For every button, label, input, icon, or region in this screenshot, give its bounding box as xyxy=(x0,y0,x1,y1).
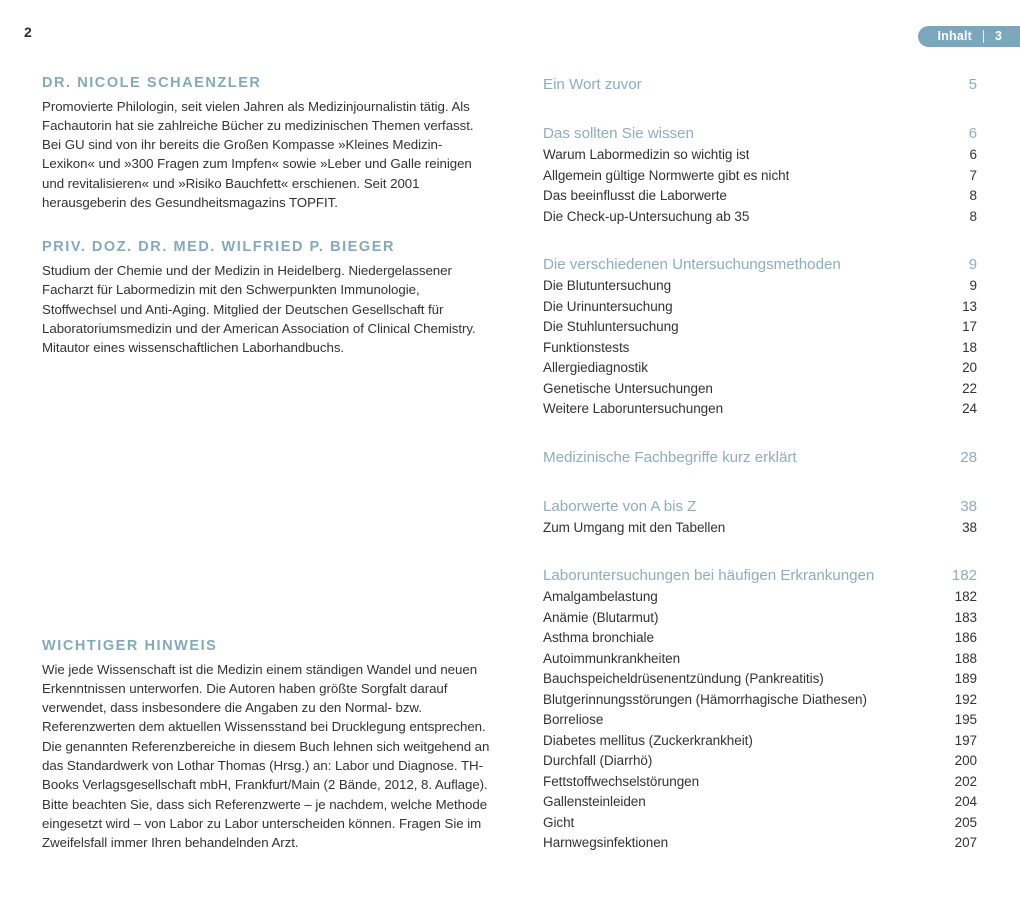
toc-entry-page-number: 20 xyxy=(962,360,977,375)
toc-section-laboruntersuchungen-bei-haufigen-erkrankungen[interactable] xyxy=(543,565,977,587)
notice-heading: WICHTIGER HINWEIS xyxy=(42,638,218,654)
toc-entry-bauchspeicheldrusenentzundung-pankreatitis[interactable] xyxy=(543,669,977,690)
toc-entry-genetische-untersuchungen[interactable] xyxy=(543,379,977,400)
notice-paragraph: Wie jede Wissenschaft ist die Medizin einem ständigen Wandel und neuen Erkenntnissen unterworfen. Die Autoren haben größte Sorgfalt darauf verwendet, dass insbesondere die Angaben zu den Normal- bzw. Referenzwerten dem aktuellen Wissensstand bei Drucklegung entsprechen. Die genannten Referenzbereiche in diesem Buch lehnen sich weitgehend an das Standardwerk von Lothar Thomas (Hrsg.) an: Labor und Diagnose. TH-Books Verlagsgesellschaft mbH, Frankfurt/Main (2 Bände, 2012, 8. Auflage). xyxy=(42,661,490,793)
toc-entry-page-number: 189 xyxy=(954,671,977,686)
page-header xyxy=(0,0,1020,52)
toc-entry-page-number: 205 xyxy=(954,814,977,830)
notice-paragraph: Bitte beachten Sie, dass sich Referenzwerte – je nachdem, welche Methode eingesetzt wird – von Labor zu Labor unterscheiden können. Fragen Sie im Zweifelsfall immer Ihren behandelnden Arzt. xyxy=(42,796,488,851)
toc-entry-diabetes-mellitus-zuckerkrankheit[interactable] xyxy=(543,731,977,752)
toc-entry-die-urinuntersuchung[interactable] xyxy=(543,297,977,318)
toc-section-medizinische-fachbegriffe-kurz-erklart[interactable] xyxy=(543,447,977,469)
folio-right: 3 xyxy=(995,29,1002,44)
running-head-badge xyxy=(918,26,1020,47)
toc-entry-zum-umgang-mit-den-tabellen[interactable] xyxy=(543,518,977,539)
table-of-contents xyxy=(543,74,977,854)
toc-entry-page-number: 195 xyxy=(954,712,977,727)
toc-dot-leader xyxy=(705,786,940,787)
toc-section-die-verschiedenen-untersuchungsmethoden[interactable] xyxy=(543,254,977,276)
toc-entry-page-number: 192 xyxy=(954,691,977,707)
toc-entry-page-number: 9 xyxy=(969,278,977,293)
toc-entry-das-beeinflusst-die-laborwerte[interactable] xyxy=(543,186,977,207)
toc-dot-leader xyxy=(580,827,940,828)
toc-entry-page-number: 13 xyxy=(962,298,977,314)
toc-entry-die-check-up-untersuchung-ab-35[interactable] xyxy=(543,207,977,228)
toc-dot-leader xyxy=(803,463,940,464)
toc-entry-label: Warum Labormedizin so wichtig ist xyxy=(543,147,750,162)
toc-entry-label: Anämie (Blutarmut) xyxy=(543,609,659,625)
author-bio-text: Studium der Chemie und der Medizin in Heidelberg. Niedergelassener Facharzt für Labormedizin mit den Schwerpunkten Immunologie, Stoffwechsel und Anti-Aging. Mitglied der Deutschen Gesellschaft für Laboratoriumsmedizin und der American Association of Clinical Chemistry. Mitautor eines wissenschaftlichen Laborhandbuchs. xyxy=(42,262,476,356)
toc-group-spacer xyxy=(543,420,977,447)
toc-group-ein-wort-zuvor xyxy=(543,74,977,96)
toc-entry-allergiediagnostik[interactable] xyxy=(543,358,977,379)
toc-entry-page-number: 17 xyxy=(962,319,977,334)
toc-entry-label: Die Check-up-Untersuchung ab 35 xyxy=(543,208,750,224)
toc-section-ein-wort-zuvor[interactable] xyxy=(543,74,977,96)
toc-dot-leader xyxy=(755,160,940,161)
toc-entry-label: Gicht xyxy=(543,814,575,830)
toc-entry-gicht[interactable] xyxy=(543,813,977,834)
toc-entry-allgemein-gultige-normwerte-gibt-es-nicht[interactable] xyxy=(543,166,977,187)
toc-dot-leader xyxy=(660,643,940,644)
toc-dot-leader xyxy=(658,766,940,767)
toc-entry-weitere-laboruntersuchungen[interactable] xyxy=(543,399,977,420)
toc-section-label: Das sollten Sie wissen xyxy=(543,125,694,142)
toc-entry-page-number: 182 xyxy=(954,589,977,604)
toc-entry-anamie-blutarmut[interactable] xyxy=(543,608,977,629)
toc-dot-leader xyxy=(733,201,940,202)
toc-dot-leader xyxy=(880,581,940,582)
toc-group-spacer xyxy=(543,538,977,565)
author-bio-text: Promovierte Philologin, seit vielen Jahren als Medizinjournalistin tätig. Als Fachautorin hat sie zahlreiche Bücher zu medizinischen Themen verfasst. Bei GU sind von ihr bereits die Großen Kompasse »Kleines Medizin-Lexikon« und »300 Fragen zum Impfen« sowie »Leber und Galle reinigen und revitalisieren« und »Risiko Bauchfett« erschienen. Seit 2001 herausgeberin des Gesundheitsmagazins TOPFIT. xyxy=(42,98,474,211)
toc-dot-leader xyxy=(830,684,940,685)
toc-dot-leader xyxy=(686,663,940,664)
toc-entry-page-number: 8 xyxy=(969,208,977,224)
toc-entry-label: Autoimmunkrankheiten xyxy=(543,650,681,666)
toc-entry-label: Allgemein gültige Normwerte gibt es nicht xyxy=(543,167,790,183)
important-notice xyxy=(42,637,494,853)
toc-dot-leader xyxy=(677,291,940,292)
toc-dot-leader xyxy=(755,221,940,222)
toc-dot-leader xyxy=(702,512,940,513)
running-head-title: Inhalt xyxy=(937,29,973,44)
toc-section-page-number: 38 xyxy=(960,497,977,515)
toc-section-page-number: 28 xyxy=(960,448,977,466)
toc-entry-label: Zum Umgang mit den Tabellen xyxy=(543,519,726,535)
toc-entry-page-number: 202 xyxy=(954,773,977,789)
toc-entry-die-stuhluntersuchung[interactable] xyxy=(543,317,977,338)
toc-entry-label: Bauchspeicheldrüsenentzündung (Pankreatitis) xyxy=(543,671,824,686)
toc-entry-label: Asthma bronchiale xyxy=(543,630,654,645)
author-name-heading: DR. NICOLE SCHAENZLER xyxy=(42,75,262,91)
toc-dot-leader xyxy=(729,414,940,415)
toc-entry-fettstoffwechselstorungen[interactable] xyxy=(543,772,977,793)
toc-entry-label: Durchfall (Diarrhö) xyxy=(543,753,653,768)
toc-group-laboruntersuchungen-bei-haufigen-erkrankungen xyxy=(543,565,977,854)
toc-dot-leader xyxy=(700,139,940,140)
toc-entry-amalgambelastung[interactable] xyxy=(543,587,977,608)
toc-entry-label: Die Stuhluntersuchung xyxy=(543,319,679,334)
toc-group-laborwerte-von-a-bis-z xyxy=(543,496,977,539)
toc-dot-leader xyxy=(873,704,940,705)
toc-dot-leader xyxy=(609,725,940,726)
toc-group-spacer xyxy=(543,469,977,496)
author-bio-bieger xyxy=(42,238,490,357)
toc-dot-leader xyxy=(679,311,940,312)
toc-dot-leader xyxy=(635,352,940,353)
toc-entry-die-blutuntersuchung[interactable] xyxy=(543,276,977,297)
toc-entry-page-number: 186 xyxy=(954,630,977,645)
left-column xyxy=(42,74,490,383)
toc-entry-autoimmunkrankheiten[interactable] xyxy=(543,649,977,670)
toc-entry-page-number: 22 xyxy=(962,380,977,396)
running-head-divider xyxy=(983,30,984,43)
toc-dot-leader xyxy=(674,848,940,849)
toc-group-medizinische-fachbegriffe-kurz-erklart xyxy=(543,447,977,469)
toc-entry-label: Blutgerinnungsstörungen (Hämorrhagische Diathesen) xyxy=(543,691,867,707)
toc-section-label: Laboruntersuchungen bei häufigen Erkrankungen xyxy=(543,567,875,584)
toc-group-spacer xyxy=(543,227,977,254)
toc-entry-label: Weitere Laboruntersuchungen xyxy=(543,401,724,416)
toc-section-page-number: 5 xyxy=(968,76,977,93)
toc-entry-page-number: 207 xyxy=(954,835,977,850)
toc-section-label: Die verschiedenen Untersuchungsmethoden xyxy=(543,256,841,273)
toc-entry-label: Borreliose xyxy=(543,712,604,727)
toc-entry-funktionstests[interactable] xyxy=(543,338,977,359)
toc-dot-leader xyxy=(685,332,940,333)
toc-section-das-sollten-sie-wissen[interactable] xyxy=(543,123,977,145)
toc-entry-warum-labormedizin-so-wichtig-ist[interactable] xyxy=(543,145,977,166)
toc-entry-label: Die Urinuntersuchung xyxy=(543,298,673,314)
toc-entry-label: Genetische Untersuchungen xyxy=(543,380,713,396)
toc-entry-asthma-bronchiale[interactable] xyxy=(543,628,977,649)
toc-section-page-number: 9 xyxy=(968,256,977,273)
toc-dot-leader xyxy=(719,393,940,394)
toc-dot-leader xyxy=(731,532,940,533)
toc-group-spacer xyxy=(543,96,977,123)
toc-entry-page-number: 18 xyxy=(962,339,977,355)
toc-entry-blutgerinnungsstorungen-hamorrhagische-diathesen[interactable] xyxy=(543,690,977,711)
author-name-heading: PRIV. DOZ. DR. MED. WILFRIED P. BIEGER xyxy=(42,239,395,256)
toc-dot-leader xyxy=(847,270,940,271)
toc-dot-leader xyxy=(652,807,940,808)
toc-entry-label: Amalgambelastung xyxy=(543,589,658,604)
toc-entry-label: Harnwegsinfektionen xyxy=(543,835,669,850)
toc-entry-label: Die Blutuntersuchung xyxy=(543,278,672,293)
toc-entry-page-number: 204 xyxy=(954,794,977,809)
toc-entry-label: Das beeinflusst die Laborwerte xyxy=(543,188,727,203)
toc-group-das-sollten-sie-wissen xyxy=(543,123,977,227)
toc-section-label: Medizinische Fachbegriffe kurz erklärt xyxy=(543,448,797,466)
toc-section-laborwerte-von-a-bis-z[interactable] xyxy=(543,496,977,518)
toc-entry-page-number: 8 xyxy=(969,188,977,203)
toc-entry-borreliose[interactable] xyxy=(543,710,977,731)
toc-entry-label: Allergiediagnostik xyxy=(543,360,648,375)
toc-section-page-number: 182 xyxy=(951,567,977,584)
toc-entry-label: Fettstoffwechselstörungen xyxy=(543,773,700,789)
toc-dot-leader xyxy=(664,622,940,623)
toc-entry-page-number: 188 xyxy=(954,650,977,666)
toc-entry-page-number: 183 xyxy=(954,609,977,625)
toc-dot-leader xyxy=(664,602,940,603)
folio-left: 2 xyxy=(24,24,32,40)
toc-group-die-verschiedenen-untersuchungsmethoden xyxy=(543,254,977,420)
toc-entry-page-number: 38 xyxy=(962,519,977,535)
toc-section-label: Laborwerte von A bis Z xyxy=(543,497,697,515)
toc-entry-gallensteinleiden[interactable] xyxy=(543,792,977,813)
toc-entry-durchfall-diarrho[interactable] xyxy=(543,751,977,772)
toc-dot-leader xyxy=(759,745,940,746)
toc-section-page-number: 6 xyxy=(968,125,977,142)
toc-entry-page-number: 200 xyxy=(954,753,977,768)
toc-entry-label: Gallensteinleiden xyxy=(543,794,646,809)
toc-entry-page-number: 6 xyxy=(969,147,977,162)
toc-dot-leader xyxy=(648,90,940,91)
toc-entry-harnwegsinfektionen[interactable] xyxy=(543,833,977,854)
toc-entry-label: Funktionstests xyxy=(543,339,630,355)
toc-dot-leader xyxy=(795,180,940,181)
toc-entry-page-number: 197 xyxy=(954,732,977,748)
notice-body xyxy=(42,660,494,853)
toc-entry-label: Diabetes mellitus (Zuckerkrankheit) xyxy=(543,732,753,748)
author-bio-schaenzler xyxy=(42,74,490,212)
toc-entry-page-number: 7 xyxy=(969,167,977,183)
toc-section-label: Ein Wort zuvor xyxy=(543,76,642,93)
toc-entry-page-number: 24 xyxy=(962,401,977,416)
toc-dot-leader xyxy=(654,373,940,374)
